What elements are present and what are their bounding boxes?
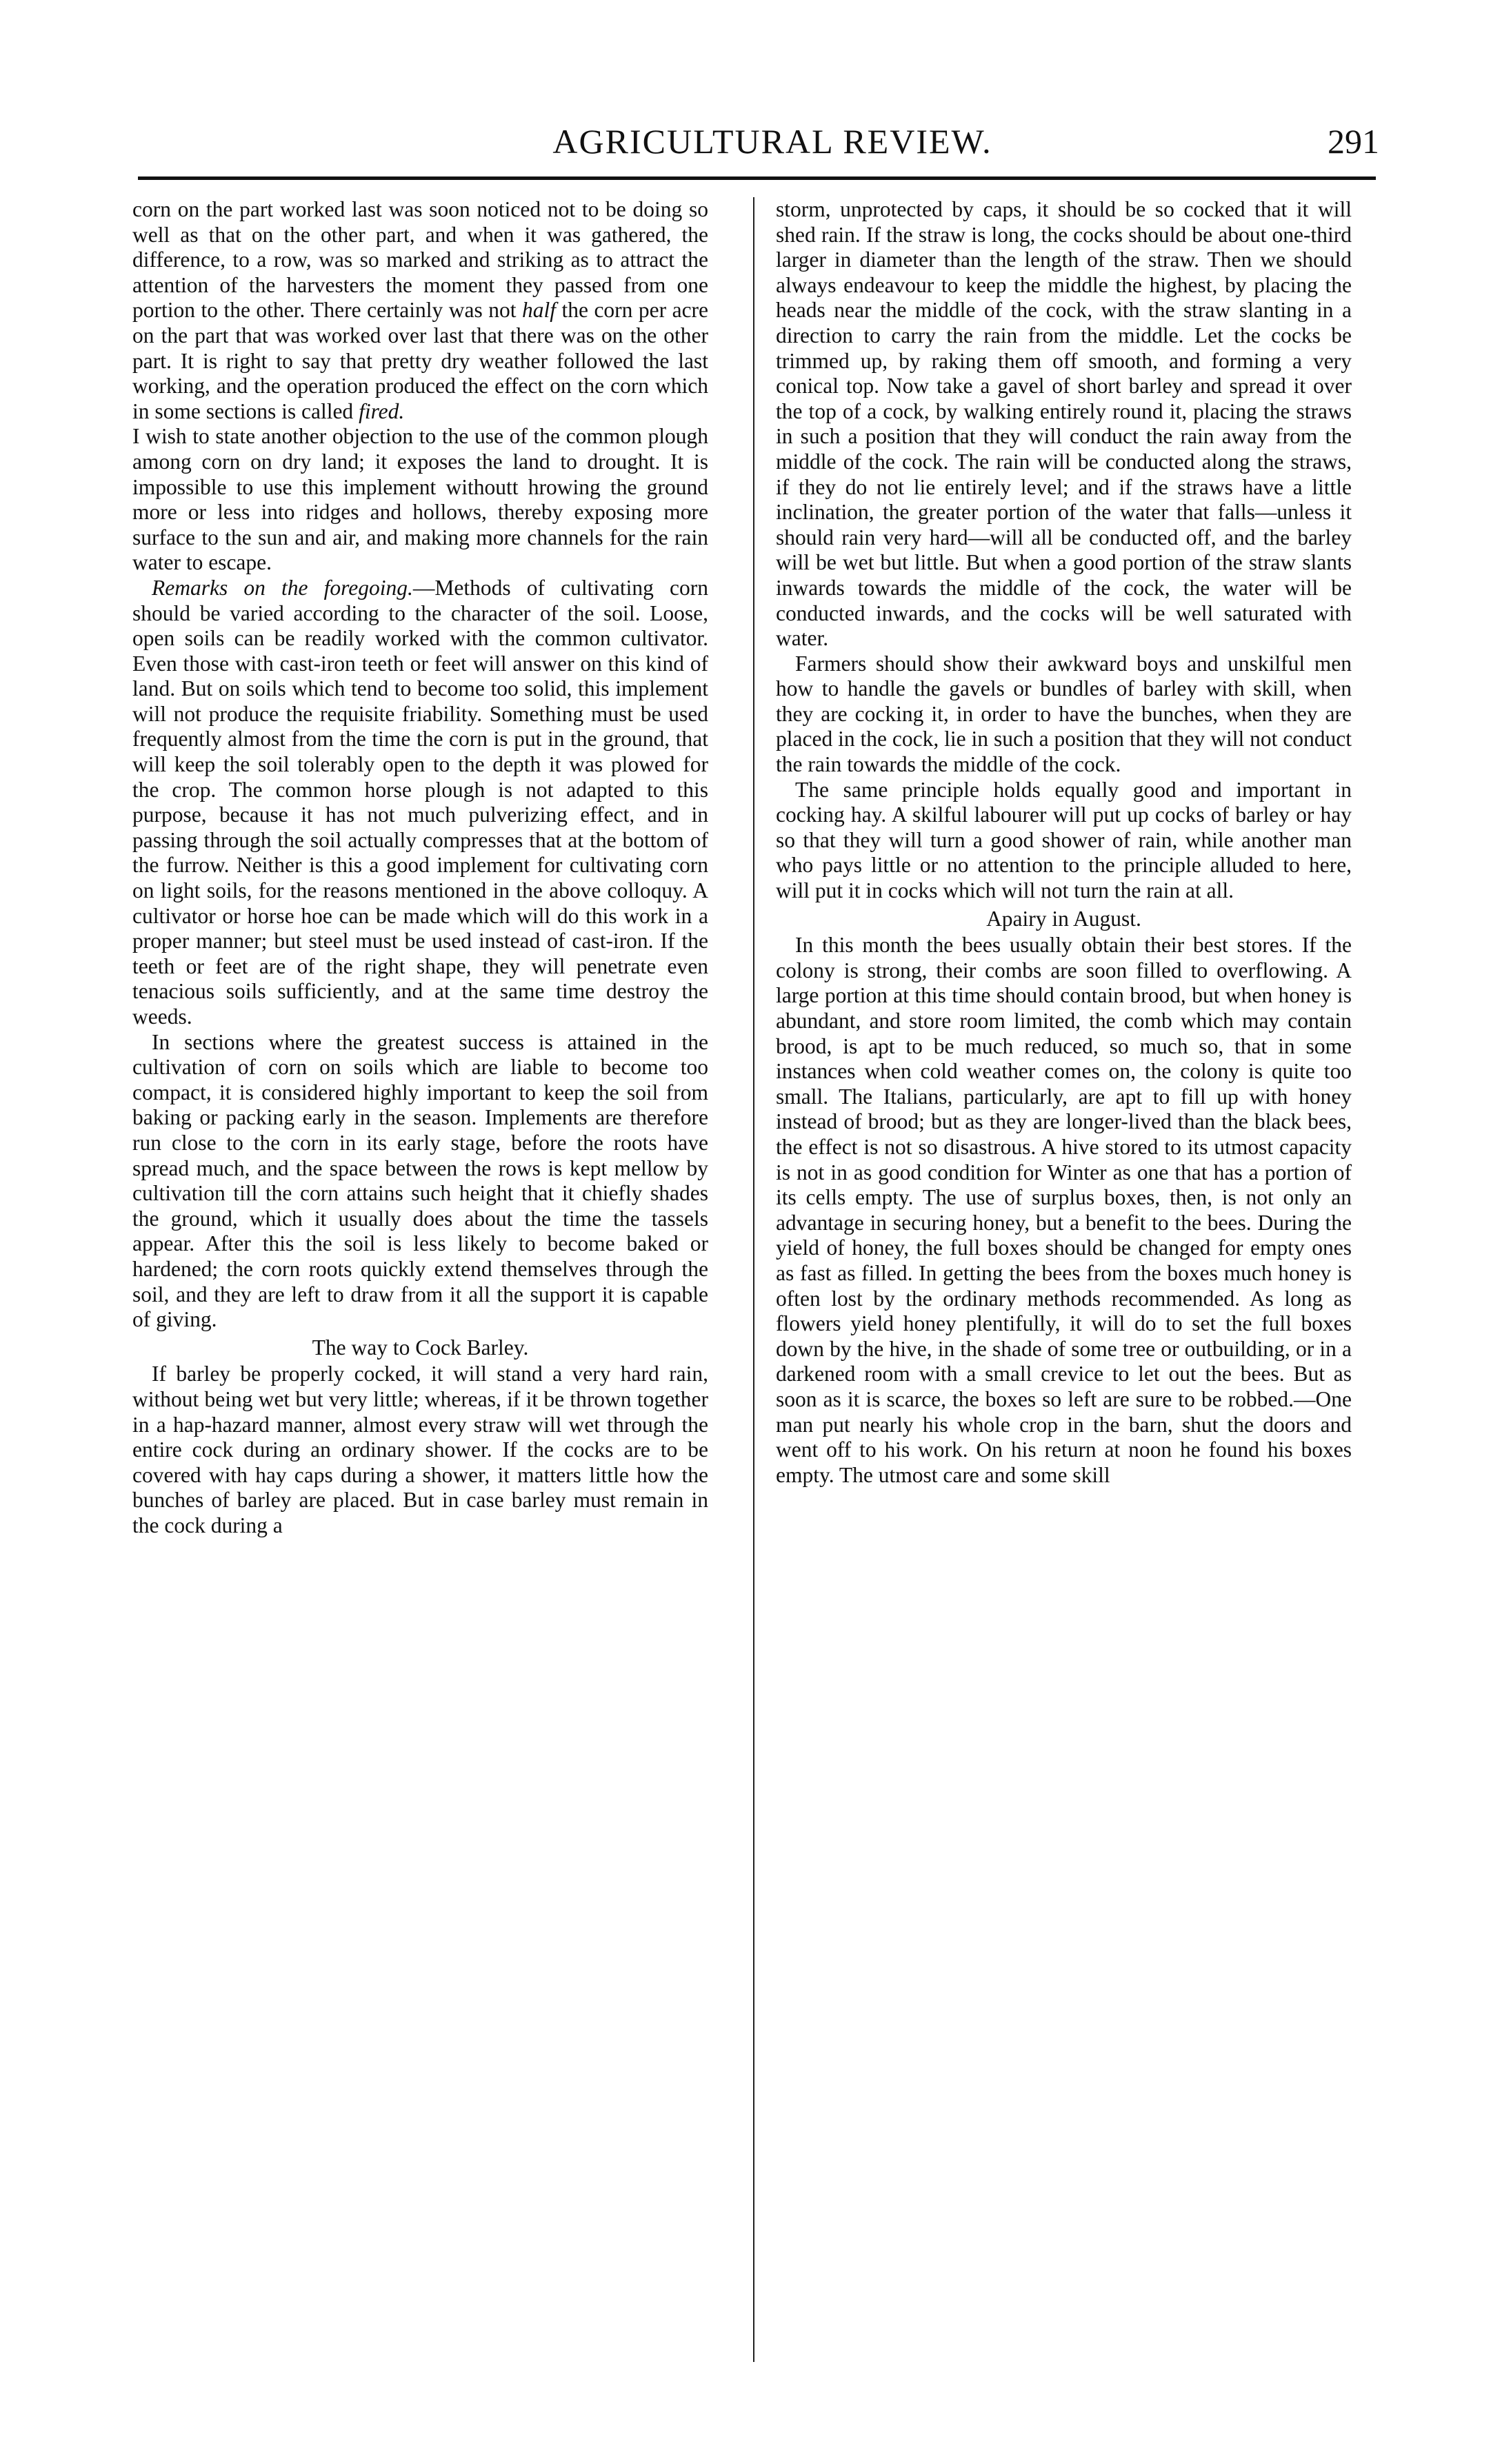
run-in-heading: Remarks on the foregoing. [152,575,413,600]
paragraph-text: —Methods of cultivating corn should be varied according to the character of the soil. Loose, open soils can be readily worked with the common cultivator. Even those with cast-iron teeth or feet will answer on this kind of land. But on soils which tend to become too solid, this implement will not produce the requisite friability. Something must be used frequently almost from the time the corn is put in the ground, that will keep the soil tolerably open to the depth it was plowed for the crop. The common horse plough is not adapted to this purpose, because it has not much pulverizing effect, and in passing through the soil actually compresses that at the bottom of the furrow. Neither is this a good implement for cultivating corn on light soils, for the reasons mentioned in the above colloquy. A cultivator or horse hoe can be made which will do this work in a proper manner; but steel must be used instead of cast-iron. If the teeth or feet are of the right shape, they will penetrate even tenacious soils sufficiently, and at the same time destroy the weeds. [132,575,708,1029]
emphasis-text: fired. [359,398,405,423]
section-heading-barley: The way to Cock Barley. [312,1335,529,1360]
header-rule [138,176,1376,180]
paragraph: storm, unprotected by caps, it should be so cocked that it will shed rain. If the straw is long, the cocks should be about one-third larger in diameter than the length of the straw. Then we should always endeavour to keep the middle the highest, by placing the heads near the middle of the cock, with the straw slanting in a direction to carry the rain from the middle. Let the cocks be trimmed up, by raking them off smooth, and forming a very conical top. Now take a gavel of short barley and spread it over the top of a cock, by walking entirely round it, placing the straws in such a position that they will conduct the rain away from the middle of the cock. The rain will be conducted along the straws, if they do not lie entirely level; and if the straws have a little inclination, the greater portion of the water that falls—unless it should rain very hard—will all be conducted off, and the barley will be wet but little. But when a good portion of the straw slants inwards towards the middle of the cock, the water will be conducted inwards, and the cocks will be well saturated with water. [776,197,1352,651]
emphasis-text: half [521,298,556,323]
paragraph: Farmers should show their awkward boys and unskilful men how to handle the gavels or bundles of barley with skill, when they are cocking it, in order to have the bunches, when they are placed in the cock, lie in such a position that they will not conduct the rain towards the middle of the cock. [776,651,1352,777]
right-column [776,197,1352,2355]
paragraph [132,197,708,424]
paragraph: The same principle holds equally good and important in cocking hay. A skilful labourer will put up cocks of barley or hay so that they will turn a good shower of rain, while another man who pays little or no attention to the principle alluded to here, will put it in cocks which will not turn the rain at all. [776,777,1352,903]
running-title: AGRICULTURAL REVIEW. [552,122,992,161]
paragraph: In sections where the greatest success is attained in the cultivation of corn on soils which are liable to become too compact, it is considered highly important to keep the soil from baking or packing early in the season. Implements are therefore run close to the corn in its early stage, before the roots have spread much, and the space between the rows is kept mellow by cultivation till the corn attains such height that it chiefly shades the ground, which it usually does about the time the tassels appear. After this the soil is less likely to become baked or hardened; the corn roots quickly extend themselves through the soil, and they are left to draw from it all the support it is capable of giving. [132,1029,708,1332]
paragraph [132,576,708,1030]
page-header [166,121,1379,170]
column-divider [753,197,754,2362]
paragraph: In this month the bees usually obtain their best stores. If the colony is strong, their combs are soon filled to overflowing. A large portion at this time should contain brood, but when honey is abundant, and store room limited, the comb which may contain brood, is apt to be much reduced, so much so, that in some instances when cold weather comes on, the colony is quite too small. The Italians, particularly, are apt to fill up with honey instead of brood; but as they are longer-lived than the black bees, the effect is not so disastrous. A hive stored to its utmost capacity is not in as good condition for Winter as one that has a portion of its cells empty. The use of surplus boxes, then, is not only an advantage in securing honey, but a benefit to the bees. During the yield of honey, the full boxes should be changed for empty ones as fast as filled. In getting the bees from the boxes much honey is often lost by the ordinary methods recommended. As long as flowers yield honey plentifully, it will do to set the full boxes down by the hive, in the shade of some tree or outbuilding, or in a darkened room with a small crevice to let out the bees. But as soon as it is scarce, the boxes so left are sure to be robbed.—One man put nearly his whole crop in the barn, shut the doors and went off to his work. On his return at noon he found his boxes empty. The utmost care and some skill [776,933,1352,1487]
left-column [132,197,708,2355]
page-number: 291 [1328,122,1379,161]
paragraph-text: corn on the part worked last was soon noticed not to be doing so well as that on the other part, and when it was gathered, the difference, to a row, was so marked and striking as to attract the attention of the harvesters the moment they passed from one portion to the other. There certainly was not [132,197,708,323]
section-heading-apiary: Apairy in August. [986,906,1141,931]
paragraph: If barley be properly cocked, it will stand a very hard rain, without being wet but very little; whereas, if it be thrown together in a hap-hazard manner, almost every straw will wet through the entire cock during an ordinary shower. If the cocks are to be covered with hay caps during a shower, it matters little how the bunches of barley are placed. But in case barley must remain in the cock during a [132,1362,708,1537]
paragraph: I wish to state another objection to the use of the common plough among corn on dry land; it exposes the land to drought. It is impossible to use this implement withoutt hrowing the ground more or less into ridges and hollows, thereby exposing more surface to the sun and air, and making more channels for the rain water to escape. [132,424,708,575]
paragraph-text: the corn per acre on the part that was worked over last that there was on the other part. It is right to say that pretty dry weather followed the last working, and the operation produced the effect on the corn which in some sections is called [132,298,708,423]
